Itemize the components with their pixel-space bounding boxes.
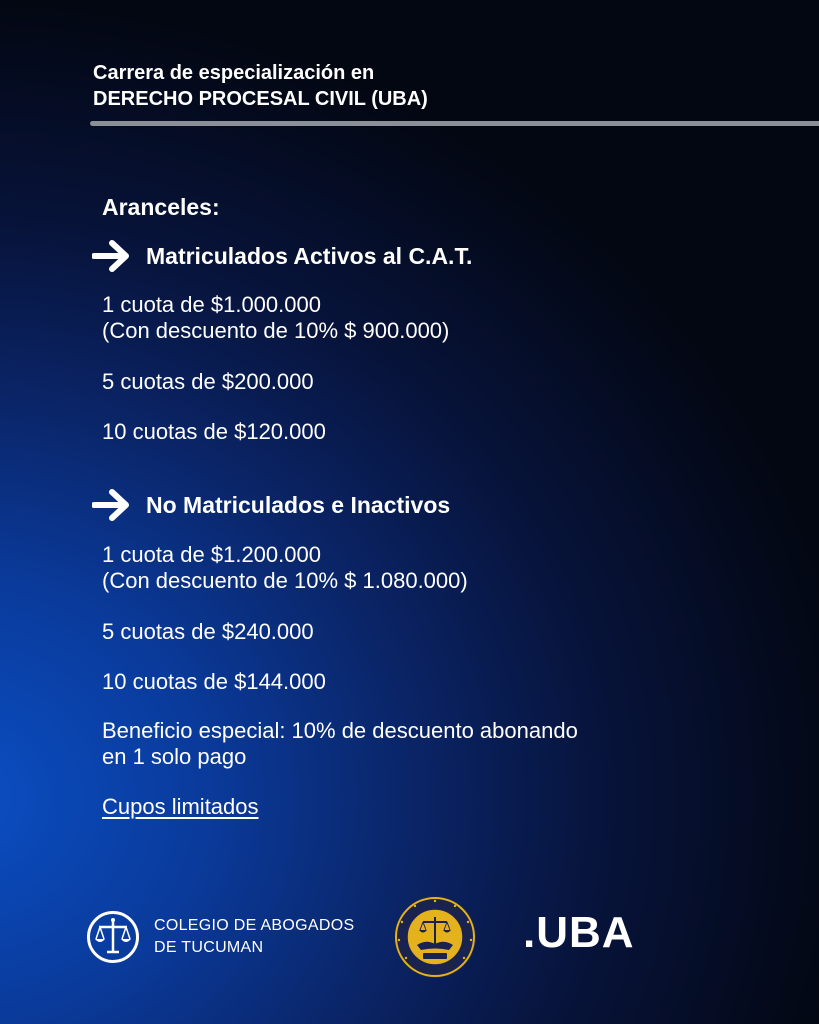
- colegio-abogados-logo: [86, 910, 354, 964]
- colegio-name-line: DE TUCUMAN: [154, 939, 264, 956]
- price-line: 1 cuota de $1.200.000: [102, 542, 321, 567]
- price-option-single: [102, 542, 468, 594]
- price-option-10-cuotas: 10 cuotas de $144.000: [102, 669, 326, 694]
- group-title: No Matriculados e Inactivos: [146, 491, 451, 518]
- price-discount-line: (Con descuento de 10% $ 1.080.000): [102, 568, 468, 593]
- page-header: [93, 60, 428, 112]
- price-option-single: [102, 292, 449, 344]
- header-divider: [90, 121, 819, 126]
- benefit-line: Beneficio especial: 10% de descuento abonando: [102, 718, 578, 743]
- benefit-line: en 1 solo pago: [102, 744, 247, 769]
- arrow-right-icon: [92, 487, 134, 523]
- price-discount-line: (Con descuento de 10% $ 900.000): [102, 318, 450, 343]
- handshake-scales-seal-icon: [393, 895, 477, 979]
- section-title: Aranceles:: [102, 194, 220, 220]
- price-line: 1 cuota de $1.000.000: [102, 292, 321, 317]
- header-title: DERECHO PROCESAL CIVIL (UBA): [93, 88, 428, 110]
- arrow-right-icon: [92, 238, 134, 274]
- price-option-5-cuotas: 5 cuotas de $200.000: [102, 369, 314, 394]
- scales-of-justice-icon: [86, 910, 140, 964]
- cupos-limitados-link[interactable]: Cupos limitados: [102, 794, 259, 819]
- colegio-name-line: COLEGIO DE ABOGADOS: [154, 917, 355, 934]
- header-subtitle: Carrera de especialización en: [93, 62, 375, 84]
- group-heading-matriculados: [92, 238, 472, 274]
- uba-logo: .UBA: [523, 908, 635, 957]
- price-option-5-cuotas: 5 cuotas de $240.000: [102, 619, 314, 644]
- group-title: Matriculados Activos al C.A.T.: [146, 242, 473, 269]
- group-heading-no-matriculados: [92, 487, 450, 523]
- benefit-note: [102, 718, 578, 770]
- price-option-10-cuotas: 10 cuotas de $120.000: [102, 419, 326, 444]
